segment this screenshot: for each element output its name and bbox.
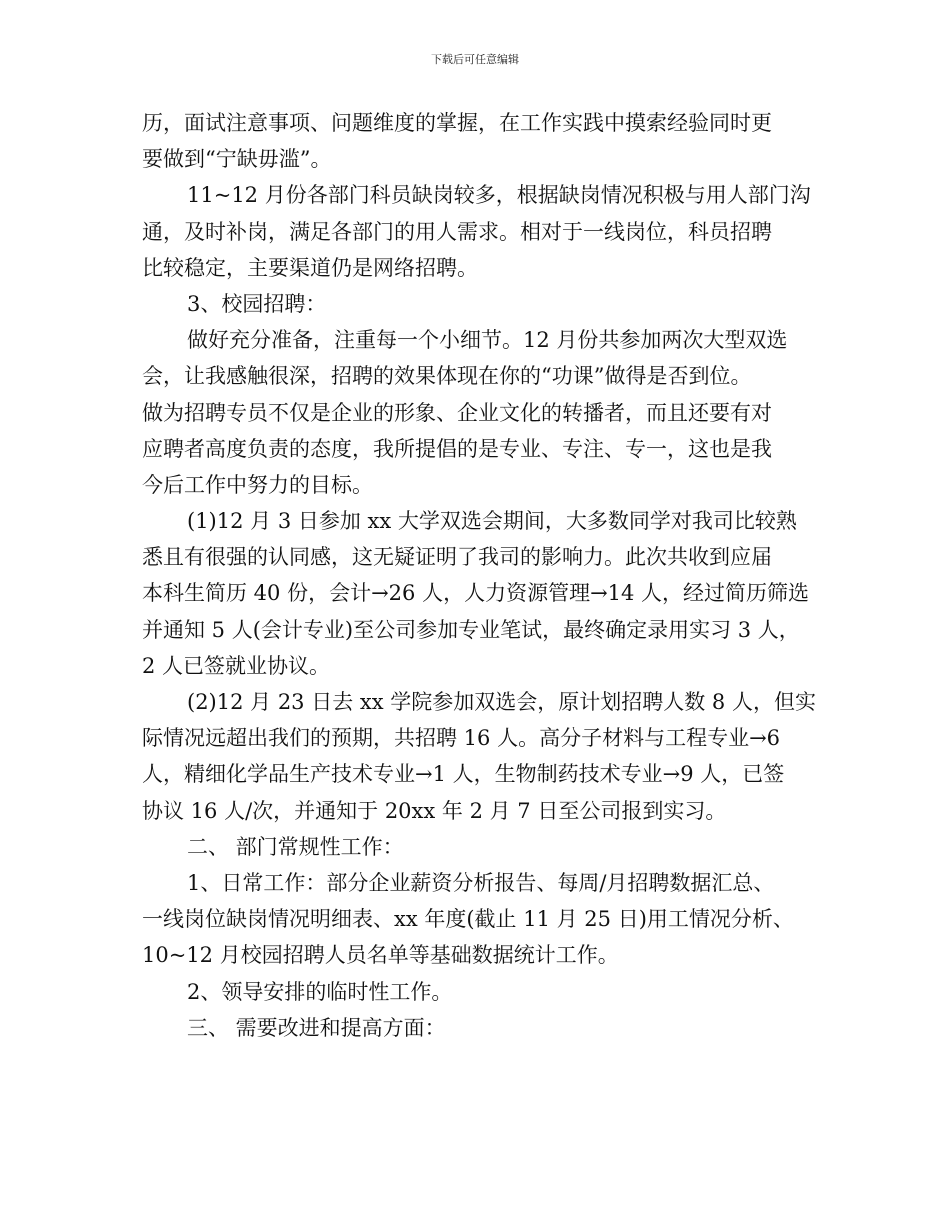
text-line: 2、领导安排的临时性工作。: [187, 979, 453, 1004]
text-line: 做好充分准备，注重每一个小细节。12 月份共参加两次大型双选: [187, 328, 788, 353]
text-line: 际情况远超出我们的预期，共招聘 16 人。高分子材料与工程专业→6: [142, 726, 781, 751]
text-line: 悉且有很强的认同感，这无疑证明了我司的影响力。此次共收到应届: [142, 545, 772, 570]
text-line: 会，让我感触很深，招聘的效果体现在你的“功课”做得是否到位。: [142, 364, 752, 389]
text-line: 2 人已签就业协议。: [142, 653, 331, 678]
text-line: 并通知 5 人(会计专业)至公司参加专业笔试，最终确定录用实习 3 人，: [142, 617, 800, 642]
text-line: 10~12 月校园招聘人员名单等基础数据统计工作。: [142, 943, 619, 968]
text-line: 人，精细化学品生产技术专业→1 人，生物制药技术专业→9 人，已签: [142, 762, 785, 787]
text-line: 一线岗位缺岗情况明细表、xx 年度(截止 11 月 25 日)用工情况分析、: [142, 907, 794, 932]
text-line: 本科生简历 40 份，会计→26 人，人力资源管理→14 人，经过简历筛选: [142, 581, 810, 606]
page-header: 下载后可任意编辑: [431, 53, 519, 66]
section-heading: 3、校园招聘：: [187, 291, 327, 316]
text-line: 今后工作中努力的目标。: [142, 472, 373, 497]
text-line: (2)12 月 23 日去 xx 学院参加双选会，原计划招聘人数 8 人，但实: [187, 690, 816, 714]
text-line: 做为招聘专员不仅是企业的形象、企业文化的转播者，而且还要有对: [142, 400, 772, 425]
text-line: 协议 16 人/次，并通知于 20xx 年 2 月 7 日至公司报到实习。: [142, 798, 727, 823]
section-heading: 三、 需要改进和提高方面：: [187, 1015, 446, 1040]
text-line: 通，及时补岗，满足各部门的用人需求。相对于一线岗位，科员招聘: [142, 219, 772, 244]
text-line: (1)12 月 3 日参加 xx 大学双选会期间，大多数同学对我司比较熟: [187, 509, 797, 534]
text-line: 11~12 月份各部门科员缺岗较多，根据缺岗情况积极与用人部门沟: [187, 183, 811, 208]
text-line: 1、日常工作：部分企业薪资分析报告、每周/月招聘数据汇总、: [187, 870, 775, 895]
text-line: 要做到“宁缺毋滥”。: [142, 147, 332, 172]
document-body: [142, 105, 814, 1046]
text-line: 历，面试注意事项、问题维度的掌握，在工作实践中摸索经验同时更: [142, 111, 772, 135]
text-line: 应聘者高度负责的态度，我所提倡的是专业、专注、专一，这也是我: [142, 436, 772, 461]
section-heading: 二、 部门常规性工作：: [187, 834, 404, 859]
text-line: 比较稳定，主要渠道仍是网络招聘。: [142, 255, 478, 280]
